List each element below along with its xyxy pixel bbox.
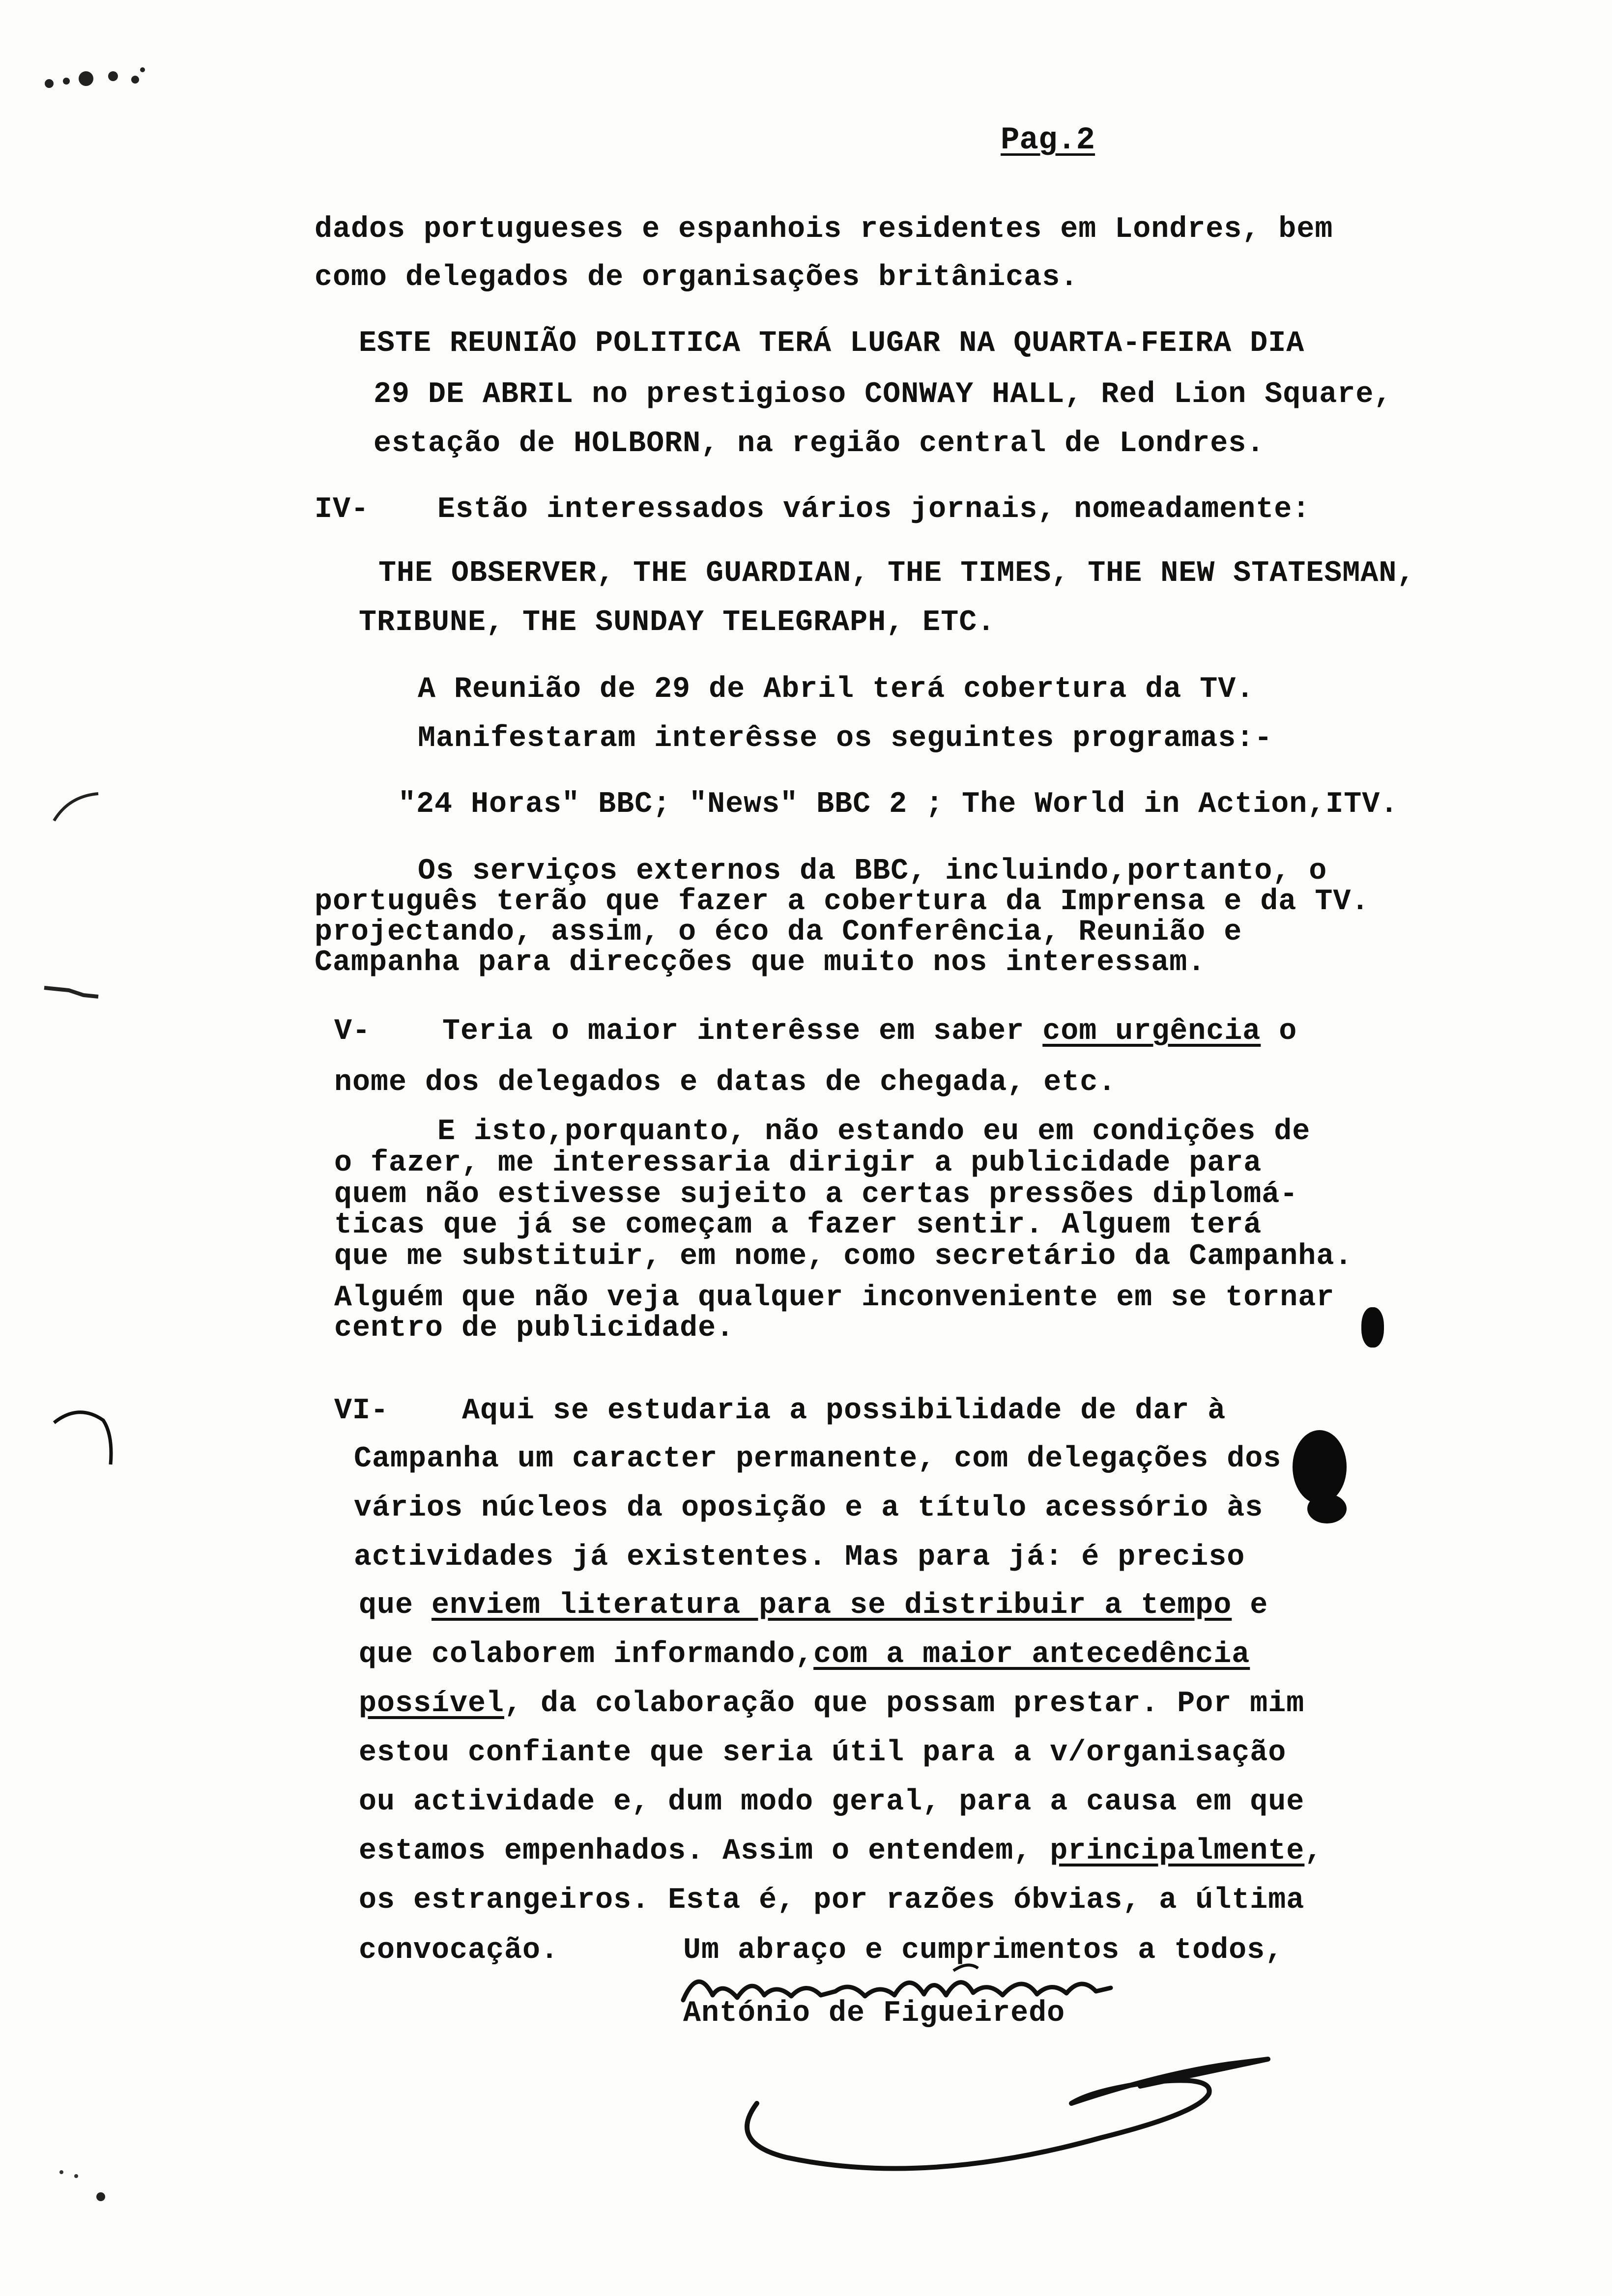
ink-blot-lower-tail: [1307, 1494, 1347, 1523]
section-vi-line-7-text: , da colaboração que possam prestar. Por mim: [504, 1687, 1305, 1721]
section-vi-line-10-end: ,: [1304, 1835, 1323, 1868]
closing-convocation: convocação.: [359, 1934, 559, 1967]
section-vi-line-7: [359, 1686, 1304, 1722]
newspapers-line-2: TRIBUNE, THE SUNDAY TELEGRAPH, ETC.: [359, 606, 996, 639]
urgency-emphasis: com urgência: [1042, 1015, 1261, 1048]
section-vi-line-10-text: estamos empenhados. Assim o entendem,: [359, 1835, 1050, 1868]
section-vi-line-2: Campanha um caracter permanente, com delegações dos: [354, 1442, 1282, 1476]
section-v-line-9: centro de publicidade.: [334, 1312, 735, 1345]
possible-emphasis: possível: [359, 1687, 505, 1721]
section-v-line-1-text: Teria o maior interêsse em saber: [442, 1015, 1043, 1048]
scan-speck-marks: [39, 59, 157, 98]
notice-line-2: 29 DE ABRIL no prestigioso CONWAY HALL, Red Lion Square,: [374, 378, 1392, 411]
tv-line-1: A Reunião de 29 de Abril terá cobertura da TV.: [418, 673, 1255, 706]
intro-line-2: como delegados de organisações britânicas.: [315, 261, 1079, 294]
punch-mark-lower: [49, 1406, 128, 1474]
notice-line-3: estação de HOLBORN, na região central de Londres.: [374, 427, 1265, 460]
advance-notice-emphasis: com a maior antecedência: [813, 1638, 1250, 1671]
section-vi-line-3: vários núcleos da oposição e a título acessório às: [354, 1492, 1264, 1525]
notice-line-1: ESTE REUNIÃO POLITICA TERÁ LUGAR NA QUARTA-FEIRA DIA: [359, 327, 1305, 360]
section-vi-line-5-end: e: [1232, 1589, 1268, 1622]
section-vi-line-5: [359, 1587, 1268, 1624]
section-vi-line-4: actividades já existentes. Mas para já: é preciso: [354, 1541, 1245, 1574]
section-v-line-5: quem não estivesse sujeito a certas pressões diplomá-: [334, 1178, 1298, 1211]
section-vi-line-8: estou confiante que seria útil para a v/organisação: [359, 1736, 1287, 1770]
literature-emphasis: enviem literatura para se distribuir a tempo: [432, 1589, 1232, 1622]
section-vi-line-11: os estrangeiros. Esta é, por razões óbvias, a última: [359, 1884, 1305, 1917]
ink-blot-upper: [1361, 1307, 1384, 1348]
section-v-line-4: o fazer, me interessaria dirigir a publicidade para: [334, 1147, 1262, 1180]
section-vi-numeral: VI-: [334, 1394, 389, 1428]
newspapers-line-1: THE OBSERVER, THE GUARDIAN, THE TIMES, THE NEW STATESMAN,: [378, 557, 1415, 590]
typed-signature-name: António de Figueiredo: [683, 1997, 1065, 2030]
section-v-line-2: nome dos delegados e datas de chegada, etc.: [334, 1066, 1117, 1099]
section-iv-heading: Estão interessados vários jornais, nomeadamente:: [437, 493, 1311, 526]
bbc-line-1: Os serviços externos da BBC, incluindo,portanto, o: [418, 855, 1327, 888]
tv-line-2: Manifestaram interêsse os seguintes programas:-: [418, 722, 1273, 755]
section-vi-line-1: Aqui se estudaria a possibilidade de dar à: [462, 1394, 1226, 1428]
section-v-line-1-end: o: [1261, 1015, 1297, 1048]
bbc-line-2: português terão que fazer a cobertura da Imprensa e da TV.: [315, 885, 1370, 918]
tv-programs: "24 Horas" BBC; "News" BBC 2 ; The World in Action,ITV.: [398, 788, 1399, 821]
section-vi-line-10: [359, 1833, 1323, 1869]
section-v-line-7: que me substituir, em nome, como secretário da Campanha.: [334, 1240, 1353, 1273]
section-iv-numeral: IV-: [315, 493, 370, 526]
section-v-line-8: Alguém que não veja qualquer inconveniente em se tornar: [334, 1281, 1335, 1315]
signature-flourish: [718, 2044, 1307, 2172]
section-vi-line-6: [359, 1636, 1250, 1673]
bbc-line-3: projectando, assim, o éco da Conferência, Reunião e: [315, 916, 1242, 949]
scan-speck-bottom: [54, 2162, 113, 2207]
section-v-line-3: E isto,porquanto, não estando eu em condições de: [437, 1115, 1311, 1148]
section-vi-line-9: ou actividade e, dum modo geral, para a causa em que: [359, 1785, 1305, 1819]
section-v-line-6: ticas que já se começam a fazer sentir. Alguem terá: [334, 1208, 1262, 1242]
section-v-numeral: V-: [334, 1015, 371, 1048]
closing-greeting: Um abraço e cumprimentos a todos,: [683, 1934, 1284, 1967]
punch-mark-middle: [39, 978, 108, 1003]
intro-line-1: dados portugueses e espanhois residentes em Londres, bem: [315, 213, 1333, 246]
principally-emphasis: principalmente: [1050, 1835, 1305, 1868]
ink-blot-lower: [1293, 1430, 1347, 1504]
section-vi-line-6-text: que colaborem informando,: [359, 1638, 814, 1671]
punch-mark-upper: [49, 786, 108, 826]
section-vi-line-5-text: que: [359, 1589, 432, 1622]
page-number: Pag.2: [1001, 123, 1095, 158]
section-v-line-1: [442, 1013, 1297, 1050]
bbc-line-4: Campanha para direcções que muito nos interessam.: [315, 946, 1206, 979]
